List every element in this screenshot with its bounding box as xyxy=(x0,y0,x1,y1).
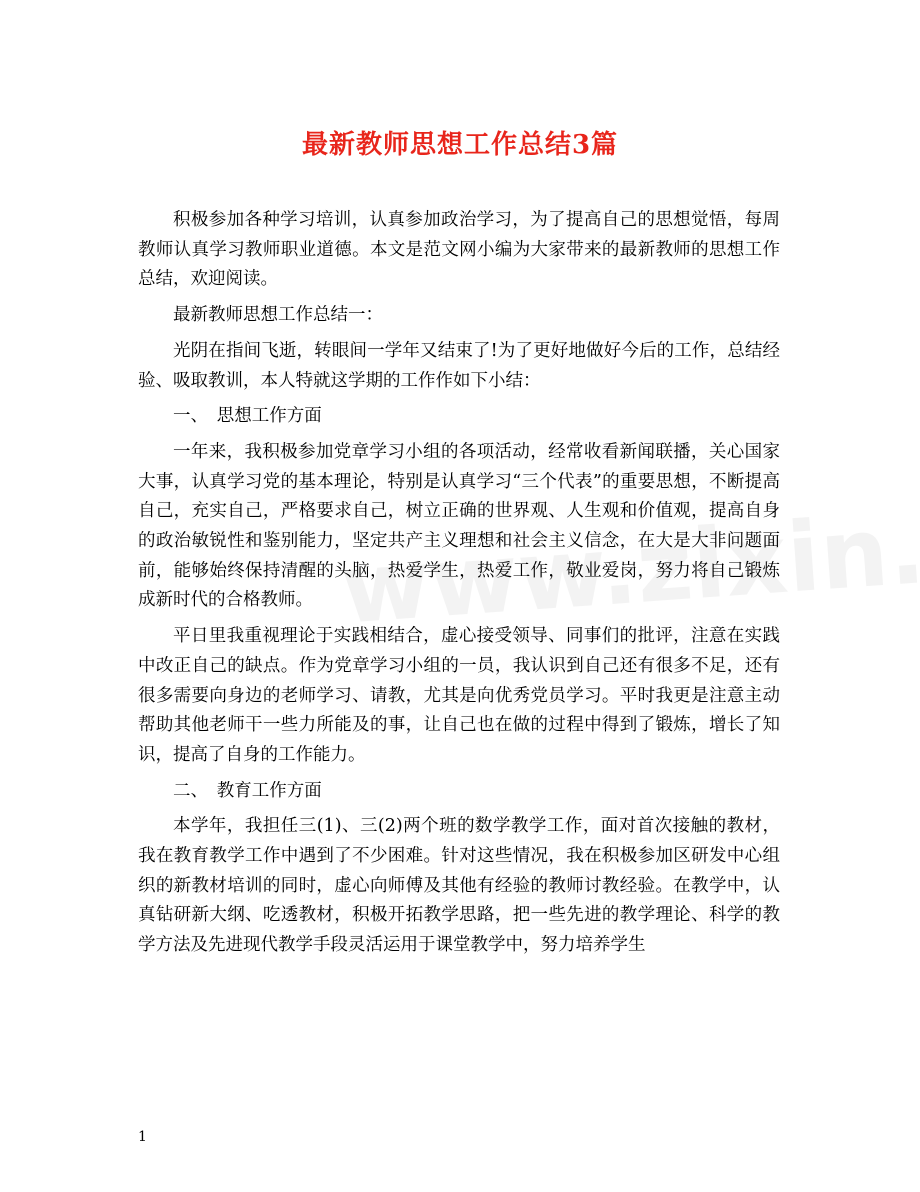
paragraph-opening: 光阴在指间飞逝，转眼间一学年又结束了!为了更好地做好今后的工作，总结经验、吸取教训，本人特就这学期的工作作如下小结： xyxy=(138,340,780,391)
paragraph-section-title: 最新教师思想工作总结一： xyxy=(173,305,383,326)
heading-education-work: 二、 教育工作方面 xyxy=(173,780,322,801)
paragraph-thought-work-1: 一年来，我积极参加党章学习小组的各项活动，经常收看新闻联播，关心国家大事，认真学习党的基本理论，特别是认真学习“三个代表”的重要思想，不断提高自己，充实自己，严格要求自己，树立正确的世界观、人生观和价值观，提高自身的政治敏锐性和鉴别能力，坚定共产主义理想和社会主义信念，在大是大非问题面前，能够始终保持清醒的头脑，热爱学生，热爱工作，敬业爱岗，努力将自己锻炼成新时代的合格教师。 xyxy=(138,441,780,611)
heading-thought-work: 一、 思想工作方面 xyxy=(173,406,322,427)
paragraph-thought-work-2: 平日里我重视理论于实践相结合，虚心接受领导、同事们的批评，注意在实践中改正自己的缺点。作为党章学习小组的一员，我认识到自己还有很多不足，还有很多需要向身边的老师学习、请教，尤其是向优秀党员学习。平时我更是注意主动帮助其他老师干一些力所能及的事，让自己也在做的过程中得到了锻炼，增长了知识，提高了自身的工作能力。 xyxy=(138,626,780,765)
paragraph-education-work: 本学年，我担任三(1)、三(2)两个班的数学教学工作，面对首次接触的教材，我在教育教学工作中遇到了不少困难。针对这些情况，我在积极参加区研发中心组织的新教材培训的同时，虚心向师傅及其他有经验的教师讨教经验。在教学中，认真钻研新大纲、吃透教材，积极开拓教学思路，把一些先进的教学理论、科学的教学方法及先进现代教学手段灵活运用于课堂教学中，努力培养学生 xyxy=(138,816,780,956)
document-body xyxy=(138,206,780,967)
page-number: 1 xyxy=(138,1129,147,1145)
paragraph-intro: 积极参加各种学习培训，认真参加政治学习，为了提高自己的思想觉悟，每周教师认真学习教师职业道德。本文是范文网小编为大家带来的最新教师的思想工作总结，欢迎阅读。 xyxy=(138,210,780,290)
document-title: 最新教师思想工作总结3篇 xyxy=(301,130,619,160)
